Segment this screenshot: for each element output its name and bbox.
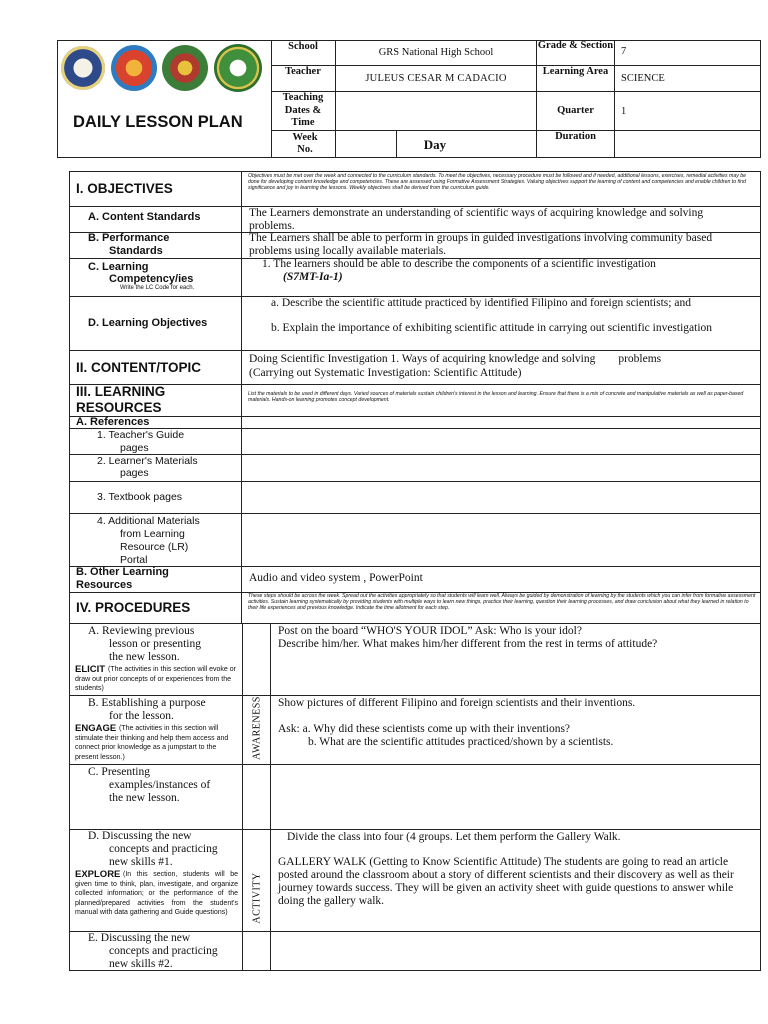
references-label: A. References: [76, 416, 150, 428]
objectives-note: Objectives must be met over the week and connected to the curriculum standards. To meet the objectives, necessary procedure must be followed and if needed, additional lessons, exercises, remedial activities may be done for developing content knowledge and competencies. These are assessed using Formative Assessment Strategies. Valuing objectives support the learning of content and competencies and enable children to find significance and joy in learning the lessons. Weekly objectives shall be derived from the curriculum guide.: [248, 173, 747, 192]
additional-materials-d: Portal: [120, 554, 148, 566]
step-b-text1: Show pictures of different Filipino and foreign scientists and their inventions.: [278, 697, 636, 709]
elicit-note: (The activities in this section will evoke or draw out prior concepts of or experiences from the students): [75, 666, 236, 692]
competency-code: (S7MT-Ia-1): [283, 271, 343, 283]
performance-standards-label-b: Standards: [109, 245, 163, 257]
explore-note: (In this section, students will be given time to think, plan, investigate, and organize collected information; or the performance of the planned/prepared activities from the student's manual with data gathering and Guide questions): [75, 871, 238, 916]
competency-label-a: C. Learning: [88, 261, 149, 273]
quarter-value: 1: [621, 106, 627, 117]
area-value: SCIENCE: [621, 73, 665, 84]
content-value-a: Doing Scientific Investigation 1. Ways of acquiring knowledge and solving problems: [249, 353, 662, 365]
area-label: Learning Area: [542, 66, 609, 77]
step-e-line3: new skills #2.: [109, 958, 173, 969]
step-d-text2: GALLERY WALK (Getting to Know Scientific Attitude) The students are going to read an article posted around the classroom about a story of different scientists and their discovery as well as their journey towards success. They will be given an activity sheet with guide questions to answer while doing the gallery walk.: [278, 856, 734, 907]
step-e-line1: E. Discussing the new: [88, 932, 191, 944]
awareness-label: AWARENESS: [251, 696, 263, 760]
additional-materials-c: Resource (LR): [120, 541, 189, 553]
content-standards-label: A. Content Standards: [88, 211, 201, 223]
step-b-text3: b. What are the scientific attitudes practiced/shown by a scientists.: [308, 736, 614, 748]
procedures-heading: IV. PROCEDURES: [76, 600, 191, 615]
step-d-text1: Divide the class into four (4 groups. Let them perform the Gallery Walk.: [287, 831, 621, 843]
resources-heading-a: III. LEARNING: [76, 384, 166, 399]
step-a-text2: Describe him/her. What makes him/her different from the rest in terms of attitude?: [278, 638, 658, 650]
additional-materials-b: from Learning: [120, 528, 185, 540]
competency-value: 1. The learners should be able to describe the components of a scientific investigation: [262, 258, 656, 270]
procedures-note: These steps should be across the week. Spread out the activities appropriately so that students will learn well. Always be guided by demonstration of learning by the students which you can infer from formative assessment activities. Sustain learning systematically by providing students with multiple ways to learn new things, practice their learning, question their learning processes, and draw conclusion about what they learned in relation to their life experiences and previous knowledge. Indicate the time allotment for each step.: [248, 593, 756, 612]
duration-label: Duration: [555, 131, 596, 142]
engage-label: ENGAGE: [75, 723, 117, 734]
learners-materials-label: 2. Learner's Materials: [97, 455, 198, 467]
engage-note: (The activities in this section will stimulate their thinking and help them access and connect prior knowledge as a jumpstart to the present lesson.): [75, 725, 229, 761]
dates-label: Teaching Dates & Time: [282, 92, 324, 128]
step-c-line1: C. Presenting: [88, 766, 150, 778]
step-b-line1: B. Establishing a purpose: [88, 697, 206, 709]
step-b-line2: for the lesson.: [109, 710, 174, 722]
content-value-b: (Carrying out Systematic Investigation: Scientific Attitude): [249, 367, 522, 379]
grade-value: 7: [621, 46, 627, 57]
competency-note: Write the LC Code for each.: [120, 285, 195, 291]
school-seal-icon: [111, 45, 157, 91]
step-a-line1: A. Reviewing previous: [88, 625, 195, 637]
division-seal-icon: [162, 45, 208, 91]
deped-seal-icon: [61, 46, 105, 90]
step-a-line3: the new lesson.: [109, 651, 180, 663]
grade-label: Grade & Section: [537, 40, 614, 51]
step-d-line2: concepts and practicing: [109, 843, 218, 855]
explore-label: EXPLORE: [75, 869, 121, 880]
step-b-text2: Ask: a. Why did these scientists come up with their inventions?: [278, 723, 571, 735]
teacher-label: Teacher: [285, 66, 321, 77]
step-d-line3: new skills #1.: [109, 856, 173, 868]
activity-label: ACTIVITY: [251, 872, 263, 924]
step-c-line2: examples/instances of: [109, 779, 211, 791]
resources-note: List the materials to be used in different days. Varied sources of materials sustain children's interest in the lesson and learning. Ensure that there is a mix of concrete and manipulative materials as well as paper-based materials. Hands-on learning promotes concept development.: [248, 391, 744, 404]
resources-heading-b: RESOURCES: [76, 400, 162, 415]
other-resources-value: Audio and video system , PowerPoint: [249, 572, 423, 584]
competency-label-b: Competency/ies: [109, 273, 194, 285]
teachers-guide-label-b: pages: [120, 442, 149, 454]
performance-standards-label-a: B. Performance: [88, 232, 170, 244]
day-label: Day: [423, 136, 447, 152]
quarter-label: Quarter: [557, 105, 594, 116]
elicit-label: ELICIT: [75, 664, 106, 675]
step-a-text1: Post on the board “WHO'S YOUR IDOL” Ask: Who is your idol?: [278, 625, 582, 637]
learning-objective-b: b. Explain the importance of exhibiting scientific attitude in carrying out scientific investigation: [271, 322, 713, 334]
performance-standards-value: The Learners shall be able to perform in groups in guided investigations involving community based problems using locally available materials.: [249, 232, 713, 257]
content-heading: II. CONTENT/TOPIC: [76, 360, 202, 375]
page-title: DAILY LESSON PLAN: [73, 113, 243, 131]
other-resources-label-b: Resources: [76, 579, 133, 591]
teachers-guide-label: 1. Teacher's Guide: [97, 429, 185, 441]
school-label: School: [288, 41, 318, 52]
learners-materials-label-b: pages: [120, 467, 149, 479]
step-e-line2: concepts and practicing: [109, 945, 218, 957]
textbook-pages-label: 3. Textbook pages: [97, 491, 183, 503]
other-resources-label-a: B. Other Learning: [76, 566, 169, 578]
learning-objectives-label: D. Learning Objectives: [88, 317, 208, 329]
step-d-line1: D. Discussing the new: [88, 830, 192, 842]
additional-materials-a: 4. Additional Materials: [97, 515, 200, 527]
objectives-heading: I. OBJECTIVES: [76, 181, 173, 196]
content-standards-value: The Learners demonstrate an understanding of scientific ways of acquiring knowledge and solving problems.: [249, 207, 704, 232]
learning-objective-a: a. Describe the scientific attitude practiced by identified Filipino and foreign scientists; and: [271, 297, 691, 309]
step-c-line3: the new lesson.: [109, 792, 180, 804]
teacher-value: JULEUS CESAR M CADACIO: [365, 72, 507, 84]
step-a-line2: lesson or presenting: [109, 638, 201, 650]
week-label: Week No.: [292, 132, 318, 155]
school-logo-icon: [214, 44, 262, 92]
school-value: GRS National High School: [378, 46, 494, 58]
